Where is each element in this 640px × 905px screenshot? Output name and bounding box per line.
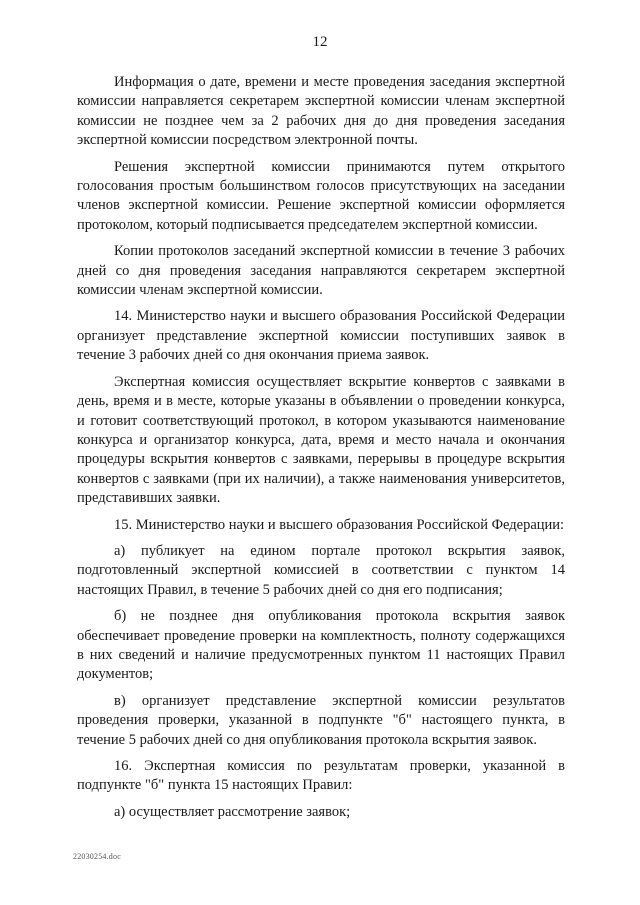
paragraph-item-16: 16. Экспертная комиссия по результатам проверки, указанной в подпункте "б" пункта 15 настоящих Правил: [77, 758, 565, 794]
paragraph-item-15: 15. Министерство науки и высшего образования Российской Федерации: [114, 516, 565, 533]
paragraph-protocol-copies: Копии протоколов заседаний экспертной комиссии в течение 3 рабочих дней со дня проведения заседания направляются секретарем экспертной комиссии членам экспертной комиссии. [77, 243, 565, 299]
paragraph-item-14: 14. Министерство науки и высшего образования Российской Федерации организует представление экспертной комиссии поступивших заявок в течение 3 рабочих дней со дня окончания приема заявок. [77, 308, 565, 364]
file-code: 22030254.doc [73, 852, 121, 861]
paragraph-meeting-notice: Информация о дате, времени и месте проведения заседания экспертной комиссии направляется секретарем экспертной комиссии членам экспертной комиссии не позднее чем за 2 рабочих дня до дня проведения заседания экспертной комиссии посредством электронной почты. [77, 74, 565, 149]
paragraph-envelope-opening: Экспертная комиссия осуществляет вскрытие конвертов с заявками в день, время и в месте, которые указаны в объявлении о проведении конкурса, и готовит соответствующий протокол, в котором указываются наименование конкурса и организатор конкурса, дата, время и место начала и окончания процедуры вскрытия конвертов с заявками, перерывы в процедуре вскрытия конвертов с заявками (при их наличии), а также наименования университетов, представивших заявки. [77, 373, 565, 507]
paragraph-item-15a: а) публикует на едином портале протокол вскрытия заявок, подготовленный экспертной комиссией в соответствии с пунктом 14 настоящих Правил, в течение 5 рабочих дней со дня его подписания; [77, 542, 565, 598]
paragraph-item-15v: в) организует представление экспертной комиссии результатов проведения проверки, указанной в подпункте "б" настоящего пункта, в течение 5 рабочих дней со дня опубликования протокола вскрытия заявок. [77, 692, 565, 748]
document-body [77, 73, 565, 829]
paragraph-decisions: Решения экспертной комиссии принимаются путем открытого голосования простым большинством голосов присутствующих на заседании членов экспертной комиссии. Решение экспертной комиссии оформляется протоколом, который подписывается председателем экспертной комиссии. [77, 158, 565, 233]
page-number: 12 [312, 34, 328, 50]
paragraph-item-15b: б) не позднее дня опубликования протокола вскрытия заявок обеспечивает проведение проверки на комплектность, полноту содержащихся в них сведений и наличие предусмотренных пунктом 11 настоящих Правил документов; [77, 608, 565, 683]
paragraph-item-16a: а) осуществляет рассмотрение заявок; [114, 803, 351, 820]
